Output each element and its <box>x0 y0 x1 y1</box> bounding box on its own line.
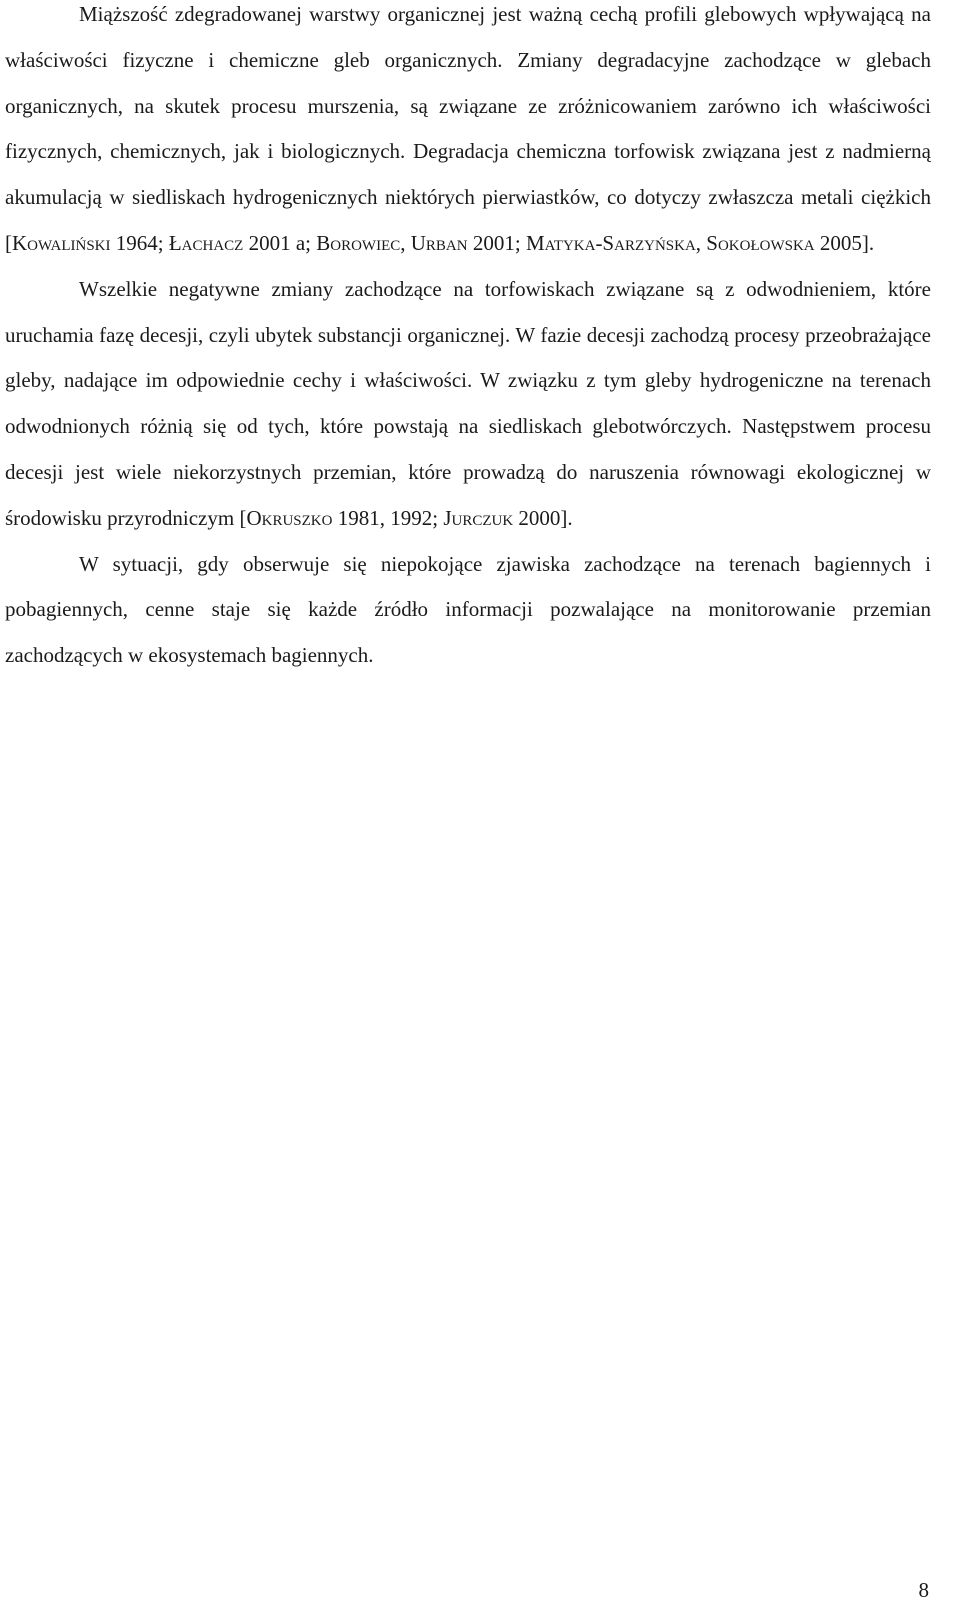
paragraph-1 <box>5 0 931 267</box>
text-segment: W sytuacji, gdy obserwuje się niepokojące zjawiska zachodzące na terenach bagiennych i pobagiennych, cenne staje się każde źródło informacji pozwalające na monitorowanie przemian zachodzących w ekosystemach bagiennych. <box>5 551 931 668</box>
citation-author: Matyka-Sarzyńska <box>525 230 696 255</box>
citation-author: Borowiec <box>316 230 401 255</box>
text-segment: 2001; <box>467 230 526 255</box>
text-segment: 2001 a; <box>243 230 317 255</box>
citation-author: Okruszko <box>246 505 333 530</box>
text-segment: 1981, 1992; <box>332 505 444 530</box>
body-text <box>5 0 931 679</box>
citation-author: Kowaliński <box>12 230 111 255</box>
paragraph-3 <box>5 542 931 679</box>
text-segment: , <box>695 230 707 255</box>
text-segment: , <box>400 230 411 255</box>
citation-author: Urban <box>410 230 468 255</box>
paragraph-2 <box>5 267 931 542</box>
text-segment: 2000]. <box>513 505 573 530</box>
text-segment: Miąższość zdegradowanej warstwy organicznej jest ważną cechą profili glebowych wpływającą na właściwości fizyczne i chemiczne gleb organicznych. Zmiany degradacyjne zachodzące w glebach organicznych, na skutek procesu murszenia, są związane ze zróżnicowaniem zarówno ich właściwości fizycznych, chemicznych, jak i biologicznych. Degradacja chemiczna torfowisk związana jest z nadmierną akumulacją w siedliskach hydrogenicznych niektórych pierwiastków, co dotyczy zwłaszcza metali ciężkich [ <box>5 2 931 255</box>
citation-author: Sokołowska <box>706 230 815 255</box>
page-number: 8 <box>918 1578 929 1602</box>
text-segment: Wszelkie negatywne zmiany zachodzące na torfowiskach związane są z odwodnieniem, które uruchamia fazę decesji, czyli ubytek substancji organicznej. W fazie decesji zachodzą procesy przeobrażające gleby, nadające im odpowiednie cechy i właściwości. W związku z tym gleby hydrogeniczne na terenach odwodnionych różnią się od tych, które powstają na siedliskach glebotwórczych. Następstwem procesu decesji jest wiele niekorzystnych przemian, które prowadzą do naruszenia równowagi ekologicznej w środowisku przyrodniczym [ <box>5 276 931 530</box>
citation-author: Jurczuk <box>443 505 514 530</box>
citation-author: Łachacz <box>168 230 244 255</box>
text-segment: 2005]. <box>814 230 875 255</box>
text-segment: 1964; <box>110 230 169 255</box>
